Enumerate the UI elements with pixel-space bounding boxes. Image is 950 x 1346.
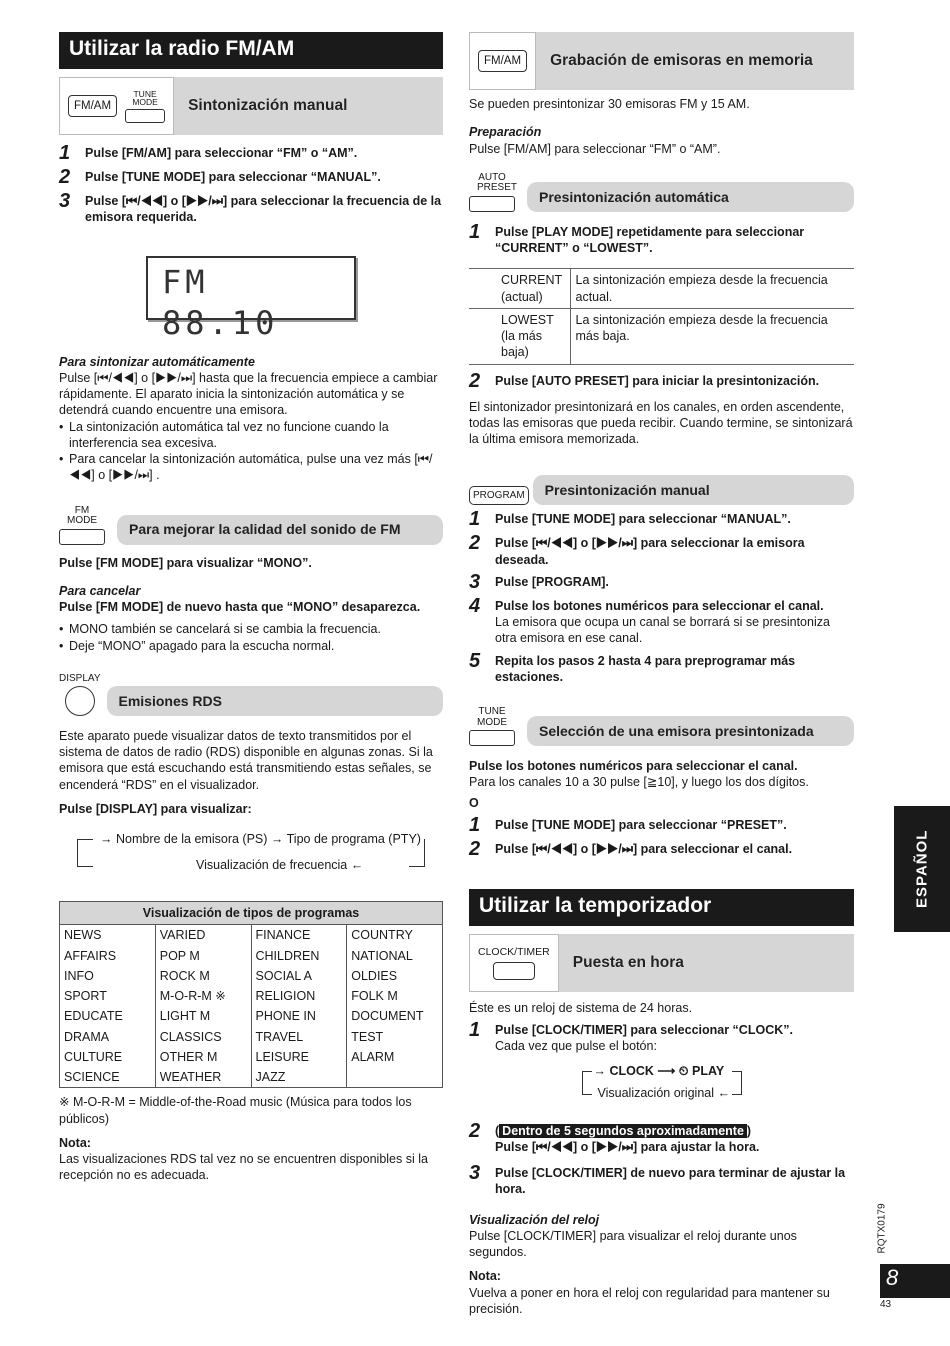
pty-cell: JAZZ — [251, 1067, 347, 1088]
fm-mode-instruction: Pulse [FM MODE] para visualizar “MONO”. — [59, 555, 312, 570]
step-main: Pulse [CLOCK/TIMER] para seleccionar “CLOCK”. — [495, 1023, 793, 1037]
clock-step-3 — [469, 1163, 854, 1198]
pty-cell: CULTURE — [64, 1049, 123, 1064]
play-mode-table — [469, 268, 854, 364]
pty-cell: SCIENCE — [64, 1070, 120, 1084]
fm-mode-label: FM MODE — [67, 504, 97, 526]
manual-tuning-section — [59, 77, 443, 135]
step-text: Pulse [TUNE MODE] para seleccionar “PRESET”. — [495, 817, 787, 832]
tune-mode-label: TUNE MODE — [132, 88, 158, 107]
manual-preset-step — [469, 572, 854, 592]
tune-mode-button-icon — [125, 90, 165, 123]
button-shape-icon — [493, 962, 535, 980]
rds-heading: Emisiones RDS — [107, 686, 444, 716]
select-step — [469, 839, 854, 859]
clock-timer-label: CLOCK/TIMER — [478, 945, 550, 958]
step-number: 4 — [469, 594, 481, 617]
button-shape-icon — [125, 109, 165, 123]
table-row — [60, 1047, 443, 1067]
auto-preset-step-1 — [469, 222, 854, 257]
step-text — [495, 572, 609, 592]
manual-preset-step — [469, 596, 854, 647]
pty-cell: NATIONAL — [347, 946, 443, 966]
rds-body — [59, 728, 443, 817]
rds-note: Las visualizaciones RDS tal vez no se encuentren disponibles si la recepción no es adecuada. — [59, 1152, 428, 1183]
pty-cell: DRAMA — [64, 1029, 110, 1044]
flow-bracket-right — [732, 1071, 742, 1095]
clock-intro: Éste es un reloj de sistema de 24 horas. — [469, 1000, 693, 1015]
step-main: Pulse [PROGRAM]. — [495, 574, 609, 589]
pty-cell: INFO — [64, 968, 94, 983]
pty-cell: CLASSICS — [155, 1027, 251, 1047]
tune-mode-label: TUNE MODE — [477, 706, 507, 728]
step-extra: Cada vez que pulse el botón: — [495, 1039, 657, 1054]
step-main: Pulse [⏮/◀◀] o [▶▶/⏭] para seleccionar la emisora deseada. — [495, 536, 805, 567]
mode-description: La sintonización empieza desde la frecuencia más baja. — [570, 308, 854, 364]
pty-cell: SOCIAL A — [251, 966, 347, 986]
pty-cell: SPORT — [64, 989, 107, 1003]
fm-quality-heading: Para mejorar la calidad del sonido de FM — [117, 515, 443, 545]
step-text — [495, 651, 854, 686]
step-text: Pulse [PLAY MODE] repetidamente para seleccionar “CURRENT” o “LOWEST”. — [495, 224, 805, 255]
pty-cell: DOCUMENT — [347, 1006, 443, 1026]
step-number: 3 — [469, 570, 481, 593]
pty-cell: WEATHER — [155, 1067, 251, 1088]
flow-top: → Nombre de la emisora (PS) → Tipo de programa (PTY) — [97, 831, 424, 847]
step-1 — [59, 143, 443, 163]
step-3 — [59, 191, 443, 226]
fmam-button-icon: FM/AM — [478, 50, 527, 73]
clock-step-1 — [469, 1020, 854, 1055]
manual-preset-step — [469, 509, 854, 529]
pty-cell: M-O-R-M ※ — [155, 986, 251, 1006]
manual-tuning-icons — [59, 77, 174, 135]
pty-cell: FOLK M — [347, 986, 443, 1006]
rds-header — [59, 674, 443, 716]
pty-cell: NEWS — [64, 928, 102, 943]
manual-preset-header — [469, 475, 854, 505]
clock-heading: Puesta en hora — [572, 953, 684, 971]
mode-description: La sintonización empieza desde la frecuencia actual. — [570, 269, 854, 309]
manual-tuning-heading: Sintonización manual — [188, 96, 348, 114]
timer-note-heading: Nota: — [469, 1269, 501, 1284]
clock-icons — [469, 934, 559, 992]
button-shape-icon — [469, 730, 515, 746]
flow-bracket-left — [77, 839, 93, 867]
table-row — [60, 966, 443, 986]
doc-code-label: RQTX0179 — [876, 1202, 888, 1254]
step-text — [495, 1020, 793, 1055]
memory-intro: Se pueden presintonizar 30 emisoras FM y 15 AM. — [469, 97, 750, 111]
pty-cell — [347, 1067, 443, 1088]
clock-step-2 — [469, 1121, 854, 1156]
pty-cell: RELIGION — [251, 986, 347, 1006]
auto-tuning — [59, 354, 443, 484]
pty-table — [59, 901, 443, 1088]
auto-preset-heading: Presintonización automática — [527, 182, 854, 212]
select-preset-header — [469, 707, 854, 746]
step-extra: La emisora que ocupa un canal se borrará si se presintoniza otra emisora en ese canal. — [495, 615, 830, 646]
step-text: Pulse [TUNE MODE] para seleccionar “MANUAL”. — [85, 170, 381, 184]
step-number: 2 — [469, 369, 481, 392]
flow-bracket-left — [582, 1071, 592, 1095]
select-preset-heading: Selección de una emisora presintonizada — [527, 716, 854, 746]
step-number: 5 — [469, 649, 481, 672]
step-number: 2 — [469, 1119, 481, 1142]
step-text: Pulse [CLOCK/TIMER] de nuevo para terminar de ajustar la hora. — [495, 1166, 846, 1197]
bullet: • MONO también se cancelará si se cambia la frecuencia. — [59, 621, 443, 637]
left-column — [59, 32, 443, 1184]
button-shape-icon — [59, 529, 105, 545]
step-number: 1 — [469, 1019, 481, 1041]
step-text: Pulse [⏮/◀◀] o [▶▶/⏭] para seleccionar la frecuencia de la emisora requerida. — [85, 194, 442, 225]
page-number: 8 — [880, 1264, 950, 1298]
clock-display-heading: Visualización del reloj — [469, 1212, 600, 1227]
timer-title: Utilizar la temporizador — [469, 889, 854, 926]
step-main: Repita los pasos 2 hasta 4 para preprogramar más estaciones. — [495, 653, 796, 684]
manual-steps — [59, 143, 443, 226]
bullet: • Deje “MONO” apagado para la escucha normal. — [59, 638, 443, 654]
display-label: DISPLAY — [59, 672, 101, 684]
memory-body — [469, 96, 854, 157]
step-number: 1 — [469, 220, 481, 243]
auto-preset-header — [469, 173, 854, 212]
rds-instruction: Pulse [DISPLAY] para visualizar: — [59, 801, 252, 816]
step-main: Pulse los botones numéricos para seleccionar el canal. — [495, 598, 824, 613]
step-number: 3 — [59, 190, 71, 212]
pty-cell: POP M — [155, 946, 251, 966]
step-number: 1 — [59, 142, 71, 164]
fm-quality-bullets — [59, 621, 443, 654]
rds-flow-diagram — [77, 831, 425, 883]
pty-cell: ROCK M — [155, 966, 251, 986]
sub-page-number: 43 — [880, 1299, 892, 1310]
step-text: ( Dentro de 5 segundos aproximadamente ) Pulse [⏮/◀◀] o [▶▶/⏭] para ajustar la hora. — [495, 1123, 760, 1154]
language-label: ESPAÑOL — [913, 829, 931, 909]
step-text — [495, 533, 854, 568]
auto-preset-button-icon — [469, 171, 518, 212]
select-step — [469, 815, 854, 835]
step-text — [495, 509, 791, 529]
cancel-heading: Para cancelar — [59, 583, 141, 598]
select-preset-body — [469, 758, 854, 859]
step-text — [495, 596, 854, 647]
manual-preset-heading: Presintonización manual — [533, 475, 854, 505]
timer-note: Vuelva a poner en hora el reloj con regularidad para mantener su precisión. — [469, 1285, 830, 1316]
step-text: Pulse [AUTO PRESET] para iniciar la presintonización. — [495, 373, 820, 388]
right-column — [469, 32, 854, 1317]
clock-section — [469, 934, 854, 992]
program-button-icon: PROGRAM — [469, 486, 529, 505]
fmam-button-icon: FM/AM — [68, 95, 117, 118]
pty-cell: ALARM — [347, 1047, 443, 1067]
manual-preset-steps — [469, 509, 854, 685]
step-text: Pulse [FM/AM] para seleccionar “FM” o “AM”. — [85, 146, 358, 160]
language-tab — [894, 806, 950, 932]
tune-mode-button-icon — [469, 707, 515, 746]
radio-title: Utilizar la radio FM/AM — [59, 32, 443, 69]
manual-preset-step — [469, 533, 854, 568]
step-number: 3 — [469, 1162, 481, 1184]
preparation-text: Pulse [FM/AM] para seleccionar “FM” o “AM”. — [469, 141, 721, 156]
auto-preset-label: AUTO PRESET — [477, 171, 518, 194]
clock-flow-top: → CLOCK ⟶ ⏲ PLAY — [593, 1063, 725, 1078]
step-main: Pulse [⏮/◀◀] o [▶▶/⏭] para ajustar la hora. — [495, 1139, 760, 1154]
clock-flow-diagram — [582, 1063, 742, 1113]
fm-quality-header — [59, 506, 443, 545]
pty-cell: OLDIES — [347, 966, 443, 986]
pty-table-title: Visualización de tipos de programas — [60, 902, 443, 925]
auto-tuning-body: Pulse [⏮/◀◀] o [▶▶/⏭] hasta que la frecuencia empiece a cambiar rápidamente. El aparato inicia la sintonización automática y se detendrá cuando encuentre una emisora. — [59, 370, 438, 418]
pty-cell: EDUCATE — [64, 1009, 123, 1024]
pty-cell: VARIED — [155, 925, 251, 946]
cancel-instruction: Pulse [FM MODE] de nuevo hasta que “MONO” desaparezca. — [59, 600, 421, 614]
time-limit-badge: Dentro de 5 segundos aproximadamente — [499, 1124, 747, 1138]
pty-cell: PHONE IN — [251, 1006, 347, 1026]
auto-tuning-heading: Para sintonizar automáticamente — [59, 354, 255, 369]
memory-section — [469, 32, 854, 90]
display-button-icon — [59, 674, 101, 716]
mor-footnote: ※ M-O-R-M = Middle-of-the-Road music (Música para todos los públicos) — [59, 1095, 412, 1126]
table-row — [469, 269, 854, 309]
step-2 — [59, 167, 443, 187]
select-instruction: Pulse los botones numéricos para seleccionar el canal. — [469, 759, 798, 773]
lcd-display: FM 88.10 — [146, 256, 356, 320]
pty-cell: LEISURE — [251, 1047, 347, 1067]
or-label: O — [469, 795, 479, 810]
table-row — [60, 1027, 443, 1047]
step-number: 2 — [469, 837, 481, 860]
step-number: 1 — [469, 508, 481, 531]
fm-mode-button-icon — [59, 506, 105, 545]
circle-button-icon — [65, 686, 95, 716]
bullet: • Para cancelar la sintonización automática, pulse una vez más [⏮/◀◀] o [▶▶/⏭] . — [59, 451, 443, 484]
clock-display-body: Pulse [CLOCK/TIMER] para visualizar el reloj durante unos segundos. — [469, 1228, 797, 1259]
pty-cell: LIGHT M — [155, 1006, 251, 1026]
select-instruction-2: Para los canales 10 a 30 pulse [≧10], y luego los dos dígitos. — [469, 775, 809, 790]
step-number: 2 — [59, 166, 71, 188]
doc-code — [870, 1198, 894, 1258]
table-row — [60, 1006, 443, 1026]
pty-cell: COUNTRY — [347, 925, 443, 946]
table-row — [60, 986, 443, 1006]
auto-preset-body: El sintonizador presintonizará en los canales, en orden ascendente, todas las emisoras que pueda recibir. Cuando termine, se sintonizará la última emisora memorizada. — [469, 399, 853, 446]
mode-name: LOWEST (la más baja) — [469, 308, 570, 364]
pty-cell: FINANCE — [251, 925, 347, 946]
flow-bottom: Visualización de frecuencia ← — [193, 857, 366, 873]
bullet: • La sintonización automática tal vez no funcione cuando la interferencia sea excesiva. — [59, 419, 443, 452]
auto-tuning-bullets — [59, 419, 443, 484]
table-row — [60, 946, 443, 966]
memory-icons — [469, 32, 536, 90]
clock-flow-bottom: Visualización original ← — [597, 1085, 730, 1100]
rds-description: Este aparato puede visualizar datos de texto transmitidos por el sistema de datos de radio (RDS) disponible en algunas zonas. Si la emisora que está escuchando está transmitiendo estas señales, se encenderá “RDS” en el visualizador. — [59, 728, 433, 792]
clock-body — [469, 1000, 854, 1055]
manual-preset-step — [469, 651, 854, 686]
preparation-heading: Preparación — [469, 125, 542, 140]
step-main: Pulse [TUNE MODE] para seleccionar “MANUAL”. — [495, 512, 791, 527]
auto-preset-step-2 — [469, 371, 854, 391]
step-number: 1 — [469, 813, 481, 836]
memory-heading: Grabación de emisoras en memoria — [550, 51, 813, 69]
table-row — [60, 1067, 443, 1088]
step-number: 2 — [469, 532, 481, 555]
rds-note-heading: Nota: — [59, 1135, 91, 1150]
pty-cell: TRAVEL — [251, 1027, 347, 1047]
pty-table-body — [60, 925, 443, 1088]
button-shape-icon — [469, 196, 515, 212]
table-row — [469, 308, 854, 364]
pty-cell: CHILDREN — [251, 946, 347, 966]
pty-cell: AFFAIRS — [64, 948, 117, 963]
step-text: Pulse [⏮/◀◀] o [▶▶/⏭] para seleccionar el canal. — [495, 841, 793, 856]
pty-cell: TEST — [347, 1027, 443, 1047]
fm-quality-body — [59, 555, 443, 654]
table-row — [60, 925, 443, 946]
pty-cell: OTHER M — [155, 1047, 251, 1067]
mode-name: CURRENT (actual) — [469, 269, 570, 309]
